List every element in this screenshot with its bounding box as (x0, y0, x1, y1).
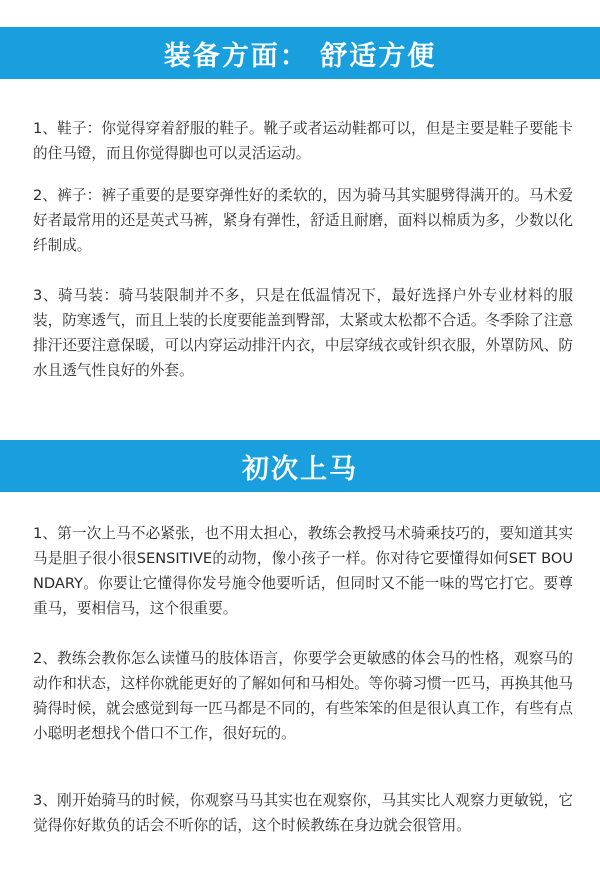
section-title: 装备方面： 舒适方便 (163, 40, 437, 72)
paragraph-shoes: 1、鞋子：你觉得穿着舒服的鞋子。靴子或者运动鞋都可以，但是主要是鞋子要能卡的住马镫，而且你觉得脚也可以灵活运动。 (33, 120, 573, 162)
section-title: 初次上马 (242, 453, 358, 485)
paragraph-pants: 2、裤子：裤子重要的是要穿弹性好的柔软的，因为骑马其实腿劈得满开的。马术爱好者最常用的还是英式马裤，紧身有弹性，舒适且耐磨，面料以棉质为多，少数以化纤制成。 (33, 187, 573, 254)
section-header-equipment (0, 27, 600, 79)
paragraph-first-mount: 1、第一次上马不必紧张，也不用太担心，教练会教授马术骑乘技巧的，要知道其实马是胆子很小很SENSITIVE的动物，像小孩子一样。你对待它要懂得如何SET BOUNDARY。你要让它懂得你发号施令他要听话，但同时又不能一味的骂它打它。要尊重马，要相信马，这个很重要。 (33, 525, 573, 617)
paragraph-observation: 3、刚开始骑马的时候，你观察马马其实也在观察你，马其实比人观察力更敏锐，它觉得你好欺负的话会不听你的话，这个时候教练在身边就会很管用。 (33, 792, 573, 834)
paragraph-riding-outfit: 3、骑马装：骑马装限制并不多，只是在低温情况下，最好选择户外专业材料的服装，防寒透气，而且上装的长度要能盖到臀部，太紧或太松都不合适。冬季除了注意排汗还要注意保暖，可以内穿运动排汗内衣，中层穿绒衣或针织衣服，外罩防风、防水且透气性良好的外套。 (33, 287, 573, 379)
section-header-first-ride (0, 440, 600, 492)
paragraph-body-language: 2、教练会教你怎么读懂马的肢体语言，你要学会更敏感的体会马的性格，观察马的动作和状态，这样你就能更好的了解如何和马相处。等你骑习惯一匹马，再换其他马骑得时候，就会感觉到每一匹马都是不同的，有些笨笨的但是很认真工作，有些有点小聪明老想找个借口不工作，很好玩的。 (33, 650, 573, 742)
